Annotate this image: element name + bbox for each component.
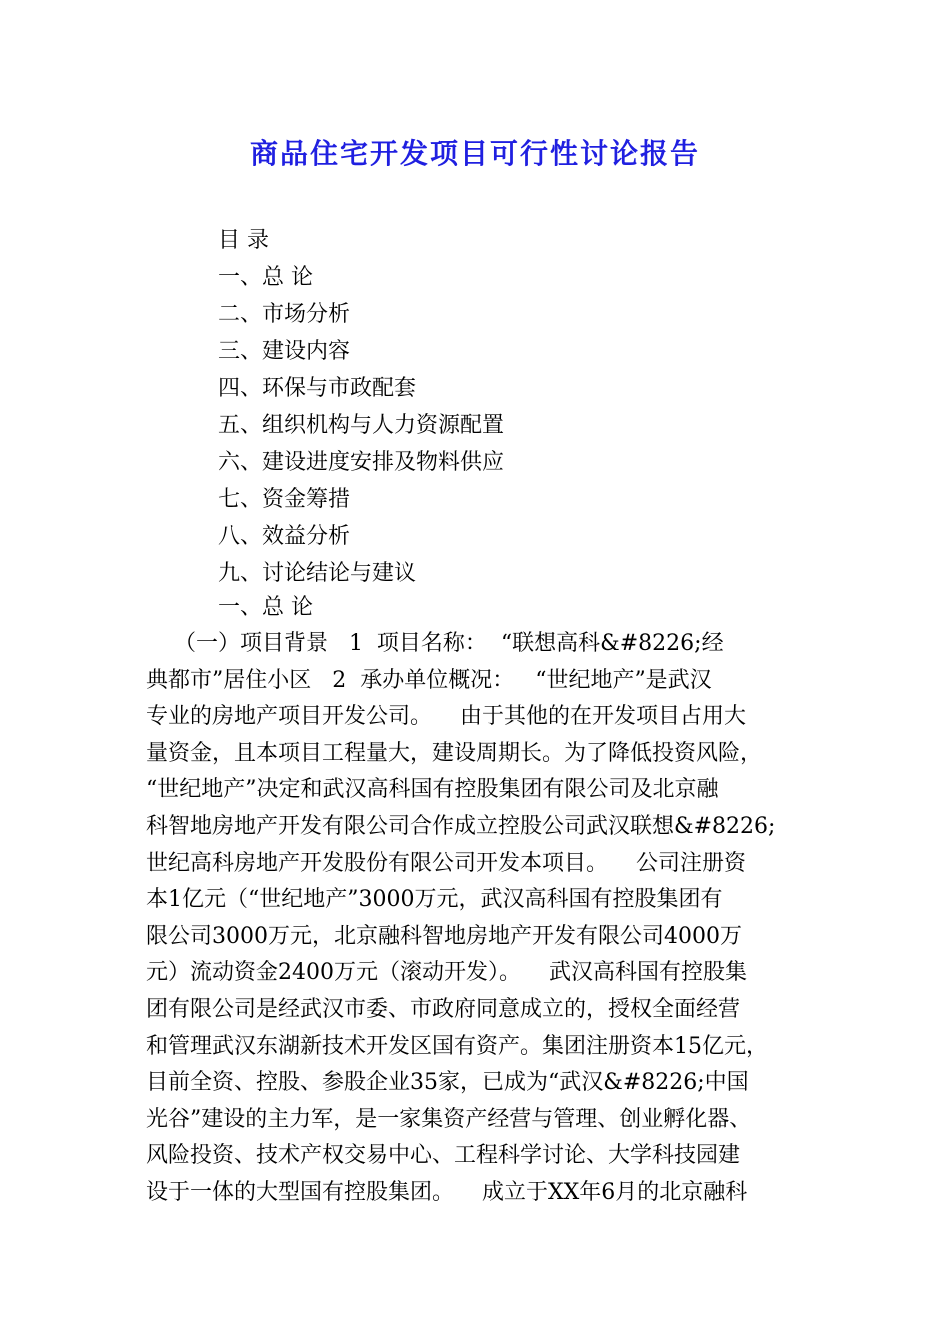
- toc-item: 三、建设内容: [218, 339, 351, 364]
- body-line: （一）项目背景 1 项目名称： “联想高科&#8226;经: [146, 631, 724, 656]
- toc-item: 九、讨论结论与建议: [218, 561, 417, 586]
- toc-item: 八、效益分析: [218, 524, 351, 549]
- toc-item: 七、资金筹措: [218, 487, 351, 512]
- body-line: 限公司3000万元，北京融科智地房地产开发有限公司4000万: [146, 923, 742, 949]
- body-line: 元）流动资金2400万元（滚动开发）。 武汉高科国有控股集: [146, 960, 747, 986]
- section-heading: 一、总 论: [218, 595, 313, 620]
- body-line: 世纪高科房地产开发股份有限公司开发本项目。 公司注册资: [146, 850, 746, 876]
- toc-item: 二、市场分析: [218, 302, 351, 327]
- body-line: 团有限公司是经武汉市委、市政府同意成立的，授权全面经营: [146, 996, 741, 1022]
- body-line: 本1亿元（“世纪地产”3000万元，武汉高科国有控股集团有: [146, 887, 723, 913]
- document-title: 商品住宅开发项目可行性讨论报告: [249, 137, 700, 170]
- body-line: 科智地房地产开发有限公司合作成立控股公司武汉联想&#8226;: [146, 813, 776, 839]
- body-line: 目前全资、控股、参股企业35家，已成为“武汉&#8226;中国: [146, 1070, 749, 1096]
- body-line: 专业的房地产项目开发公司。 由于其他的在开发项目占用大: [146, 704, 746, 730]
- body-line: 和管理武汉东湖新技术开发区国有资产。集团注册资本15亿元，: [146, 1033, 768, 1059]
- body-line: 设于一体的大型国有控股集团。 成立于XX年6月的北京融科: [146, 1179, 748, 1205]
- table-of-contents: [218, 222, 504, 592]
- body-paragraph: [146, 626, 806, 1212]
- toc-item: 五、组织机构与人力资源配置: [218, 413, 505, 438]
- body-line: “世纪地产”决定和武汉高科国有控股集团有限公司及北京融: [146, 777, 719, 803]
- body-line: 典都市”居住小区 2 承办单位概况： “世纪地产”是武汉: [146, 667, 712, 693]
- body-line: 风险投资、技术产权交易中心、工程科学讨论、大学科技园建: [146, 1143, 741, 1169]
- toc-heading: 目 录: [218, 228, 269, 253]
- body-line: 量资金，且本项目工程量大，建设周期长。为了降低投资风险，: [146, 740, 763, 766]
- toc-item: 四、环保与市政配套: [218, 376, 417, 401]
- body-line: 光谷”建设的主力军，是一家集资产经营与管理、创业孵化器、: [146, 1106, 752, 1132]
- toc-item: 六、建设进度安排及物料供应: [218, 450, 505, 475]
- toc-item: 一、总 论: [218, 265, 313, 290]
